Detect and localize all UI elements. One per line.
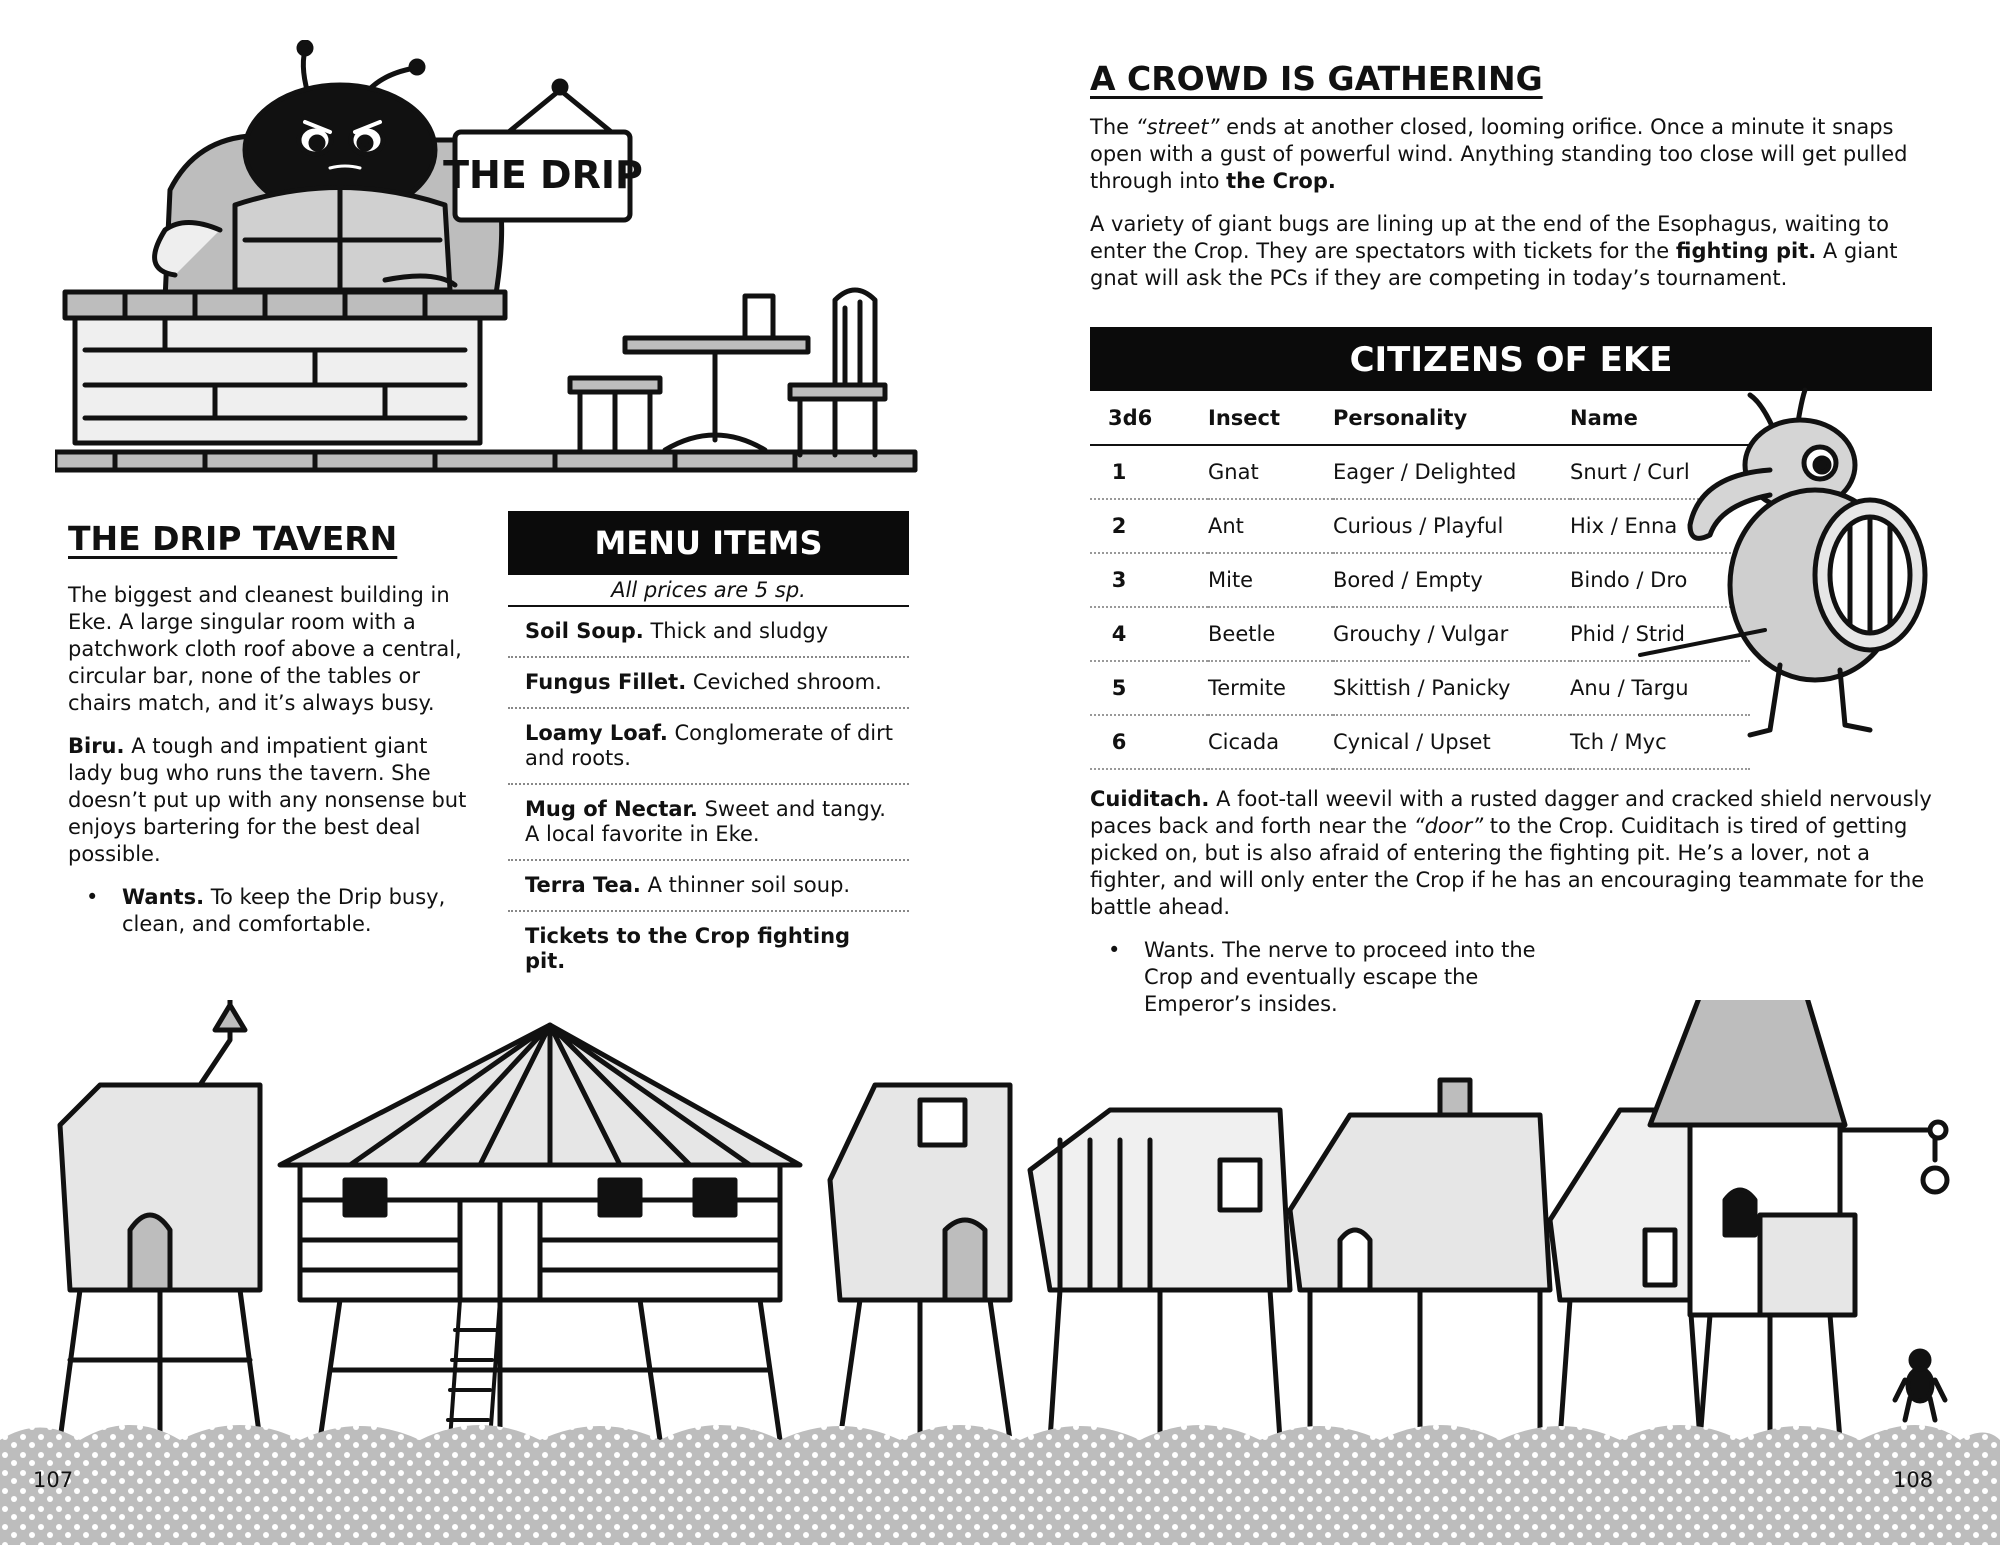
- crowd-p1-b: ends at another closed, looming orifice. Once a minute it snaps open with a gust of powerful wind. Anything standing too close will get pulled through into: [1090, 115, 1908, 193]
- citizens-cell-roll: 4: [1090, 607, 1208, 661]
- citizens-cell-personality: Bored / Empty: [1333, 553, 1570, 607]
- menu-title: MENU ITEMS: [508, 511, 909, 575]
- citizens-cell-insect: Gnat: [1208, 445, 1333, 499]
- citizens-cell-roll: 2: [1090, 499, 1208, 553]
- citizens-cell-roll: 6: [1090, 715, 1208, 769]
- crowd-p1-em: “street”: [1135, 115, 1220, 139]
- drip-tavern-title: THE DRIP TAVERN: [68, 519, 398, 558]
- citizens-cell-insect: Termite: [1208, 661, 1333, 715]
- crowd-paragraph-2: [1090, 211, 1935, 292]
- citizens-cell-personality: Grouchy / Vulgar: [1333, 607, 1570, 661]
- cuiditach-paragraph: [1090, 786, 1940, 921]
- biru-wants: [68, 884, 468, 938]
- citizens-cell-insect: Cicada: [1208, 715, 1333, 769]
- citizens-cell-name: Anu / Targu: [1570, 661, 1750, 715]
- menu-item-name: Soil Soup.: [525, 619, 644, 643]
- menu-item: [508, 658, 909, 709]
- citizens-title: CITIZENS OF EKE: [1090, 327, 1932, 391]
- menu-item-name: Fungus Fillet.: [525, 670, 687, 694]
- menu-item: [508, 861, 909, 912]
- header-insect: Insect: [1208, 406, 1280, 430]
- biru-text: A tough and impatient giant lady bug who runs the tavern. She doesn’t put up with any nonsense but enjoys bartering for the best deal possible.: [68, 734, 467, 866]
- menu-item-desc: A thinner soil soup.: [647, 873, 851, 897]
- menu-item: [508, 709, 909, 785]
- citizens-cell-personality: Cynical / Upset: [1333, 715, 1570, 769]
- header-personality: Personality: [1333, 406, 1468, 430]
- menu-item-desc: Ceviched shroom.: [692, 670, 882, 694]
- crowd-p2-strong: fighting pit.: [1675, 239, 1817, 263]
- crowd-title: A CROWD IS GATHERING: [1090, 59, 1543, 98]
- crowd-p1-a: The: [1090, 115, 1136, 139]
- tavern-bar-illustration: [55, 40, 925, 490]
- biru-wants-text: To keep the Drip busy, clean, and comfortable.: [122, 885, 446, 936]
- menu-item: [508, 785, 909, 861]
- menu-item-name: Loamy Loaf.: [525, 721, 668, 745]
- menu-item-name: Tickets to the Crop fighting pit.: [525, 924, 851, 973]
- drip-tavern-section: [68, 518, 468, 938]
- page-number-right: 108: [1893, 1468, 1934, 1492]
- citizens-cell-name: Bindo / Dro: [1570, 553, 1750, 607]
- citizens-cell-name: Snurt / Curl: [1570, 445, 1750, 499]
- crowd-p1-strong: the Crop.: [1226, 169, 1336, 193]
- biru-name: Biru.: [68, 734, 125, 758]
- citizens-cell-insect: Mite: [1208, 553, 1333, 607]
- menu-item-desc: Thick and sludgy: [650, 619, 829, 643]
- village-illustration: [0, 1000, 2000, 1545]
- menu-item: [508, 912, 909, 986]
- page-number-left: 107: [33, 1468, 74, 1492]
- crowd-p2-b: A giant gnat will ask the PCs if they are competing in today’s tournament.: [1090, 239, 1898, 290]
- tavern-description: The biggest and cleanest building in Eke. A large singular room with a patchwork cloth roof above a central, circular bar, none of the tables or chairs match, and it’s always busy.: [68, 583, 462, 715]
- menu-item-name: Terra Tea.: [525, 873, 641, 897]
- cuiditach-section: [1090, 786, 1940, 1018]
- citizens-cell-name: Phid / Strid: [1570, 607, 1750, 661]
- cuiditach-wants: • Wants. The nerve to proceed into the Crop and eventually escape the Emperor’s insides.: [1090, 937, 1584, 1018]
- citizens-cell-personality: Eager / Delighted: [1333, 445, 1570, 499]
- citizens-cell-name: Hix / Enna: [1570, 499, 1750, 553]
- citizens-cell-insect: Ant: [1208, 499, 1333, 553]
- weevil-illustration: [1630, 385, 1960, 755]
- biru-paragraph: [68, 733, 468, 868]
- crowd-p2-a: A variety of giant bugs are lining up at the end of the Esophagus, waiting to enter the Crop. They are spectators with tickets for the: [1090, 212, 1889, 263]
- menu-box: [508, 511, 909, 986]
- crowd-paragraph-1: [1090, 114, 1935, 195]
- menu-item-desc: Sweet and tangy. A local favorite in Eke.: [525, 797, 886, 846]
- citizens-cell-insect: Beetle: [1208, 607, 1333, 661]
- citizens-cell-name: Tch / Myc: [1570, 715, 1750, 769]
- citizens-cell-roll: 3: [1090, 553, 1208, 607]
- menu-item-name: Mug of Nectar.: [525, 797, 698, 821]
- citizens-cell-roll: 5: [1090, 661, 1208, 715]
- header-roll: 3d6: [1108, 406, 1153, 430]
- cuiditach-text-b: to the Crop. Cuiditach is tired of getting picked on, but is also afraid of entering the fighting pit. He’s a lover, not a fighter, and will only enter the Crop if he has an encouraging teammate for the battle ahead.: [1090, 814, 1925, 919]
- menu-item: [508, 607, 909, 658]
- cuiditach-text-a: A foot-tall weevil with a rusted dagger and cracked shield nervously paces back and forth near the: [1090, 787, 1932, 838]
- header-name: Name: [1570, 406, 1638, 430]
- menu-subtitle: All prices are 5 sp.: [508, 575, 909, 607]
- cuiditach-text-em: “door”: [1413, 814, 1484, 838]
- menu-list: [508, 607, 909, 986]
- biru-wants-label: Wants.: [122, 885, 205, 909]
- crowd-section: [1090, 58, 1935, 292]
- citizens-cell-personality: Curious / Playful: [1333, 499, 1570, 553]
- citizens-cell-personality: Skittish / Panicky: [1333, 661, 1570, 715]
- sign-text: THE DRIP: [443, 153, 643, 197]
- citizens-cell-roll: 1: [1090, 445, 1208, 499]
- menu-item-desc: Conglomerate of dirt and roots.: [525, 721, 893, 770]
- cuiditach-name: Cuiditach.: [1090, 787, 1210, 811]
